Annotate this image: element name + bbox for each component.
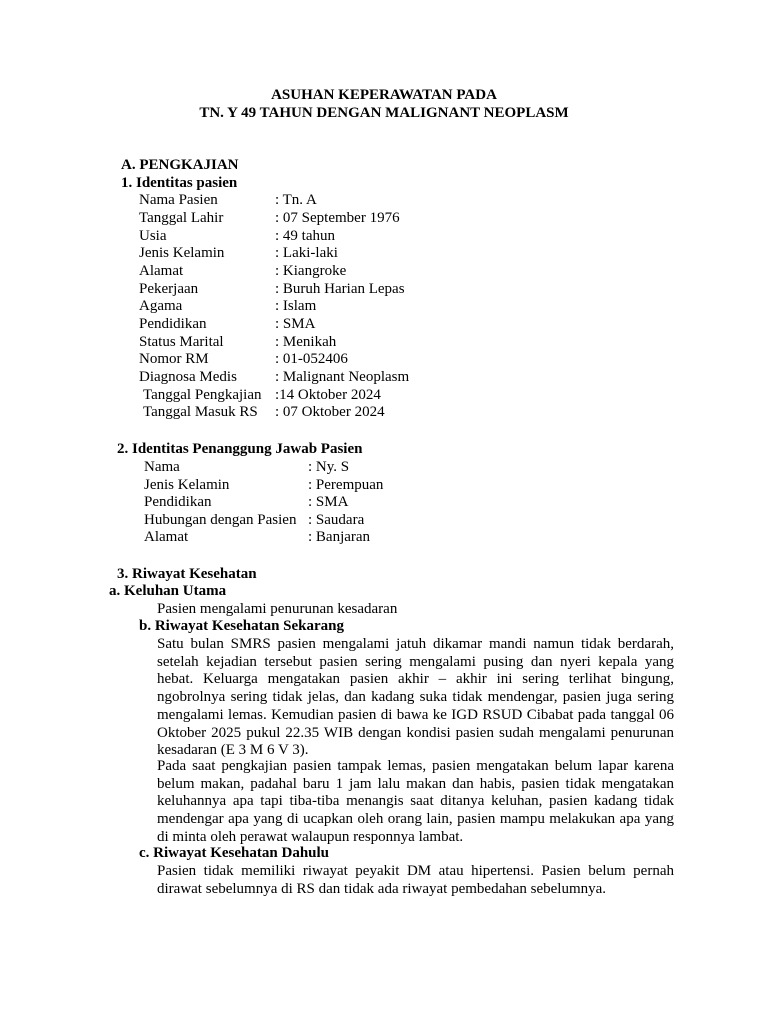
- field-value: : Laki-laki: [275, 245, 338, 261]
- field-label: Tanggal Pengkajian: [143, 387, 262, 403]
- field-value: : 07 September 1976: [275, 210, 400, 226]
- field-value: : Saudara: [308, 512, 365, 528]
- field-value: : Kiangroke: [275, 263, 347, 279]
- field-value: : Banjaran: [308, 529, 371, 545]
- field-label: Pendidikan: [139, 316, 207, 332]
- riwayat-dahulu-paragraph: Pasien tidak memiliki riwayat peyakit DM atau hipertensi. Pasien belum pernah dirawat sebelumnya di RS dan tidak ada riwayat pembedahan sebelumnya.: [157, 863, 674, 897]
- field-label: Usia: [139, 228, 167, 244]
- field-label: Jenis Kelamin: [144, 477, 230, 493]
- riwayat-kesehatan-heading: 3. Riwayat Kesehatan: [117, 566, 257, 582]
- identitas-pasien-heading: 1. Identitas pasien: [121, 175, 238, 191]
- field-value: :14 Oktober 2024: [275, 387, 381, 403]
- field-label: Status Marital: [139, 334, 224, 350]
- field-value: : Tn. A: [275, 192, 317, 208]
- section-a-heading: A. PENGKAJIAN: [121, 157, 239, 173]
- riwayat-dahulu-heading: c. Riwayat Kesehatan Dahulu: [139, 845, 330, 861]
- keluhan-utama-text: Pasien mengalami penurunan kesadaran: [157, 601, 398, 617]
- riwayat-sekarang-heading: b. Riwayat Kesehatan Sekarang: [139, 618, 345, 634]
- document-title-line1: ASUHAN KEPERAWATAN PADA: [271, 87, 497, 103]
- field-value: : Menikah: [275, 334, 337, 350]
- field-label: Hubungan dengan Pasien: [144, 512, 297, 528]
- field-value: : 49 tahun: [275, 228, 335, 244]
- field-value: : Buruh Harian Lepas: [275, 281, 405, 297]
- penanggung-jawab-heading: 2. Identitas Penanggung Jawab Pasien: [117, 441, 363, 457]
- field-label: Pekerjaan: [139, 281, 199, 297]
- field-value: : Islam: [275, 298, 317, 314]
- riwayat-sekarang-paragraph-2: Pada saat pengkajian pasien tampak lemas, pasien mengatakan belum lapar karena belum makan, padahal baru 1 jam lalu makan dan habis, pasien tidak mengatakan keluhannya apa tapi tiba-tiba menangis saat ditanya keluhan, pasien kadang tidak mendengar apa yang di ucapkan oleh orang lain, pasien mampu melakukan apa yang di minta oleh perawat walaupun responnya lambat.: [157, 758, 674, 845]
- field-label: Jenis Kelamin: [139, 245, 225, 261]
- riwayat-sekarang-paragraph-1: Satu bulan SMRS pasien mengalami jatuh dikamar mandi namun tidak berdarah, setelah kejadian tersebut pasien sering mengalami pusing dan nyeri kepala yang hebat. Keluarga mengatakan pasien akhir – akhir ini sering terlihat bingung, ngobrolnya sering tidak jelas, dan kadang suka tidak mendengar, pasien juga sering mengalami lemas. Kemudian pasien di bawa ke IGD RSUD Cibabat pada tanggal 06 Oktober 2025 pukul 22.35 WIB dengan kondisi pasien sudah mengalami penurunan kesadaran (E 3 M 6 V 3).: [157, 636, 674, 759]
- field-value: : 07 Oktober 2024: [275, 404, 385, 420]
- field-label: Nama: [144, 459, 180, 475]
- document-title-line2: TN. Y 49 TAHUN DENGAN MALIGNANT NEOPLASM: [199, 105, 569, 121]
- field-value: : SMA: [275, 316, 316, 332]
- field-label: Diagnosa Medis: [139, 369, 237, 385]
- field-label: Tanggal Masuk RS: [143, 404, 258, 420]
- field-label: Agama: [139, 298, 183, 314]
- field-value: : Ny. S: [308, 459, 350, 475]
- field-value: : 01-052406: [275, 351, 348, 367]
- field-value: : SMA: [308, 494, 349, 510]
- field-label: Alamat: [139, 263, 184, 279]
- field-label: Nama Pasien: [139, 192, 218, 208]
- field-label: Tanggal Lahir: [139, 210, 224, 226]
- field-label: Pendidikan: [144, 494, 212, 510]
- keluhan-utama-heading: a. Keluhan Utama: [109, 583, 227, 599]
- field-value: : Perempuan: [308, 477, 384, 493]
- field-label: Nomor RM: [139, 351, 209, 367]
- field-label: Alamat: [144, 529, 189, 545]
- field-value: : Malignant Neoplasm: [275, 369, 410, 385]
